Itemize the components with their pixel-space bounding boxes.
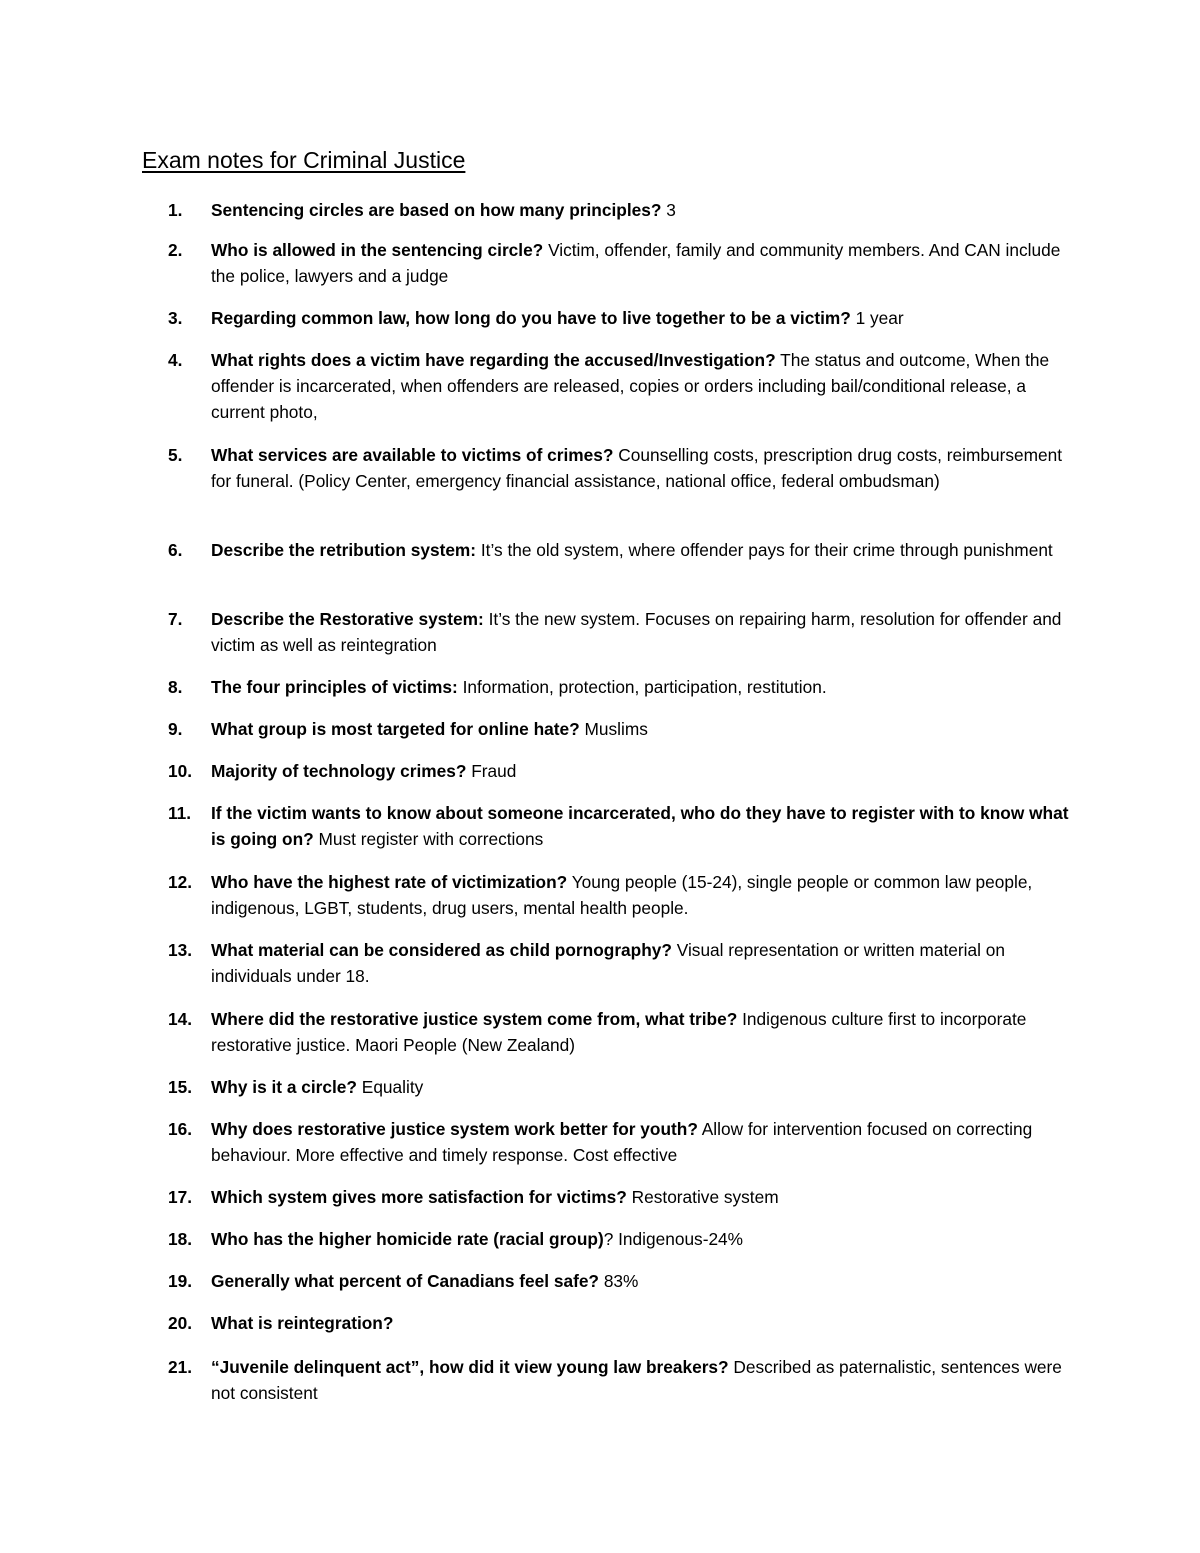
question-text: Who have the highest rate of victimization? — [211, 872, 568, 892]
item-text — [211, 716, 1073, 742]
item-number: 20. — [168, 1313, 193, 1333]
question-text: Describe the Restorative system: — [211, 609, 484, 629]
question-text: What rights does a victim have regarding the accused/Investigation? — [211, 350, 776, 370]
answer-text: Information, protection, participation, restitution. — [462, 677, 827, 697]
item-text — [211, 1310, 1073, 1336]
item-text — [211, 442, 1073, 494]
answer-text: Allow for intervention focused on correcting behaviour. More effective and timely response. Cost effective — [211, 1119, 1033, 1165]
item-text — [211, 1006, 1073, 1058]
item-number: 7. — [168, 609, 183, 629]
answer-text: Must register with corrections — [318, 829, 544, 849]
answer-text: Equality — [361, 1077, 424, 1097]
item-text — [211, 674, 1073, 700]
item-number: 10. — [168, 761, 193, 781]
item-text — [211, 937, 1073, 989]
item-number: 17. — [168, 1187, 193, 1207]
item-text — [211, 347, 1073, 425]
answer-text: Victim, offender, family and community members. And CAN include the police, lawyers and a judge — [211, 240, 1061, 286]
item-number: 9. — [168, 719, 183, 739]
answer-text: Muslims — [584, 719, 648, 739]
item-number: 14. — [168, 1009, 193, 1029]
item-text — [211, 537, 1073, 563]
item-number: 2. — [168, 240, 183, 260]
question-text: What is reintegration? — [211, 1313, 394, 1333]
item-number: 16. — [168, 1119, 193, 1139]
item-text — [211, 758, 1073, 784]
item-number: 13. — [168, 940, 193, 960]
item-text — [211, 1354, 1073, 1406]
item-text — [211, 606, 1073, 658]
question-text: Sentencing circles are based on how many principles? — [211, 200, 662, 220]
item-text — [211, 1116, 1073, 1168]
answer-text: Restorative system — [631, 1187, 779, 1207]
answer-text: Visual representation or written material on individuals under 18. — [211, 940, 1005, 986]
item-number: 15. — [168, 1077, 193, 1097]
question-text: What material can be considered as child pornography? — [211, 940, 672, 960]
question-text: Generally what percent of Canadians feel safe? — [211, 1271, 599, 1291]
question-text: “Juvenile delinquent act”, how did it view young law breakers? — [211, 1357, 729, 1377]
item-text — [211, 1226, 1073, 1252]
item-text — [211, 305, 1073, 331]
answer-text: Described as paternalistic, sentences were not consistent — [211, 1357, 1062, 1403]
answer-text: ? Indigenous-24% — [603, 1229, 744, 1249]
item-number: 12. — [168, 872, 193, 892]
question-text: Majority of technology crimes? — [211, 761, 467, 781]
question-text: Who has the higher homicide rate (racial group) — [211, 1229, 604, 1249]
question-text: Where did the restorative justice system come from, what tribe? — [211, 1009, 738, 1029]
question-text: Which system gives more satisfaction for victims? — [211, 1187, 627, 1207]
item-number: 3. — [168, 308, 183, 328]
document-title: Exam notes for Criminal Justice — [142, 147, 466, 173]
item-text — [211, 869, 1073, 921]
item-number: 21. — [168, 1357, 193, 1377]
question-text: The four principles of victims: — [211, 677, 458, 697]
question-text: If the victim wants to know about someone incarcerated, who do they have to register with to know what is going on? — [211, 803, 1069, 849]
answer-text: Fraud — [471, 761, 517, 781]
answer-text: 83% — [603, 1271, 639, 1291]
answer-text: Counselling costs, prescription drug costs, reimbursement for funeral. (Policy Center, emergency financial assistance, national office, federal ombudsman) — [211, 445, 1063, 491]
question-text: Why is it a circle? — [211, 1077, 357, 1097]
answer-text: It’s the old system, where offender pays for their crime through punishment — [480, 540, 1053, 560]
item-number: 18. — [168, 1229, 193, 1249]
answer-text: Young people (15-24), single people or common law people, indigenous, LGBT, students, drug users, mental health people. — [211, 872, 1033, 918]
question-text: Why does restorative justice system work better for youth? — [211, 1119, 698, 1139]
item-number: 8. — [168, 677, 183, 697]
answer-text: 1 year — [855, 308, 904, 328]
item-text — [211, 1074, 1073, 1100]
item-text — [211, 1184, 1073, 1210]
question-text: Regarding common law, how long do you have to live together to be a victim? — [211, 308, 851, 328]
answer-text: It’s the new system. Focuses on repairing harm, resolution for offender and victim as well as reintegration — [211, 609, 1062, 655]
item-number: 1. — [168, 200, 183, 220]
answer-text: 3 — [666, 200, 676, 220]
item-text — [211, 800, 1073, 852]
item-number: 5. — [168, 445, 183, 465]
item-number: 11. — [168, 803, 192, 823]
question-text: Describe the retribution system: — [211, 540, 477, 560]
item-number: 19. — [168, 1271, 193, 1291]
question-text: Who is allowed in the sentencing circle? — [211, 240, 544, 260]
question-text: What group is most targeted for online hate? — [211, 719, 580, 739]
item-text — [211, 237, 1073, 289]
item-text — [211, 197, 1073, 223]
answer-text: Indigenous culture first to incorporate restorative justice. Maori People (New Zealand) — [211, 1009, 1027, 1055]
item-number: 4. — [168, 350, 183, 370]
answer-text: The status and outcome, When the offender is incarcerated, when offenders are released, copies or orders including bail/conditional release, a current photo, — [211, 350, 1050, 422]
item-text — [211, 1268, 1073, 1294]
item-number: 6. — [168, 540, 183, 560]
question-text: What services are available to victims of crimes? — [211, 445, 614, 465]
